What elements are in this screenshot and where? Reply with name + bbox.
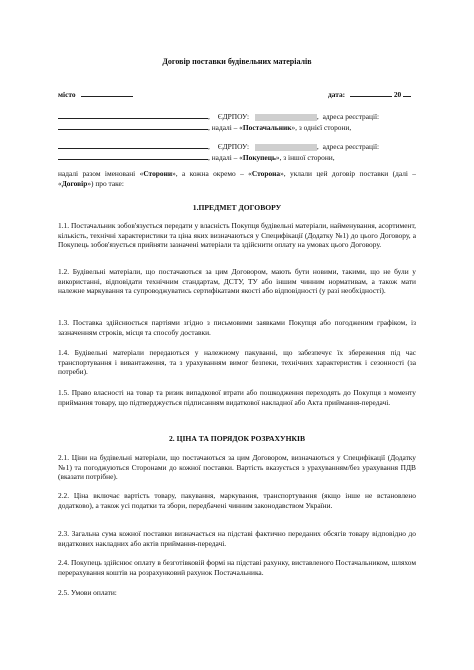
supplier-edrpou-label: ЄДРПОУ: [217, 112, 249, 121]
supplier-name-blank[interactable] [58, 111, 208, 119]
buyer-address-blank[interactable] [58, 152, 208, 160]
clause-1-1: 1.1. Постачальник зобов'язується передати у власність Покупця будівельні матеріали, найменування, асортимент, кількість, технічні характеристики та ціна яких визначаються у Специфікації (Додатку №1) до цього Договору, а Покупець зобов'язується прийняти зазначені матеріали та здійснити оплату на умовах цього Договору. [58, 221, 416, 250]
city-label: місто [58, 90, 76, 99]
city-date-line [58, 89, 416, 100]
document-title: Договір поставки будівельних матеріалів [162, 57, 312, 66]
clause-2-5: 2.5. Умови оплати: [58, 588, 117, 597]
supplier-edrpou-field[interactable] [255, 114, 317, 121]
intro-text-3: », уклали цей договір поставки [280, 169, 389, 178]
clause-1-2: 1.2. Будівельні матеріали, що постачаються за цим Договором, мають бути новими, такими, що не були у використанні, відповідати технічним стандартам, ДСТУ, ТУ або іншим чинним нормативам, а також мати належне маркування та супроводжуватись сертифікатами якості або відповідності (у разі необхідності). [58, 267, 416, 296]
supplier-line-2: , надалі – «Постачальник», з однієї сторони, [58, 122, 416, 133]
intro-text-4: (далі – « [58, 169, 416, 188]
section-1-heading: 1.ПРЕДМЕТ ДОГОВОРУ [192, 203, 282, 212]
buyer-tail-pre: надалі – « [211, 153, 243, 162]
clause-1-3: 1.3. Поставка здійснюється партіями згідно з письмовими заявками Покупця або погодженим графіком, із зазначенням строків, місця та способу доставки. [58, 318, 416, 337]
buyer-address-label: адреса реєстрації: [322, 142, 380, 151]
buyer-edrpou-field[interactable] [255, 144, 317, 151]
intro-paragraph [58, 169, 416, 188]
clause-1-4: 1.4. Будівельні матеріали передаються у належному пакуванні, що забезпечує їх збереження під час транспортування і вивантаження, та з урахуванням вимог безпеки, технічних характеристик і сезонності (за потреби). [58, 348, 416, 377]
intro-text-1: надалі разом іменовані « [58, 169, 144, 178]
clause-2-4: 2.4. Покупець здійснює оплату в безготівковій формі на підставі рахунку, виставленого Постачальником, шляхом перерахування коштів на розрахунковий рахунок Постачальника. [58, 558, 416, 577]
supplier-tail-pre: надалі – « [211, 123, 243, 132]
intro-contract: Договір [61, 178, 88, 188]
date-label: дата: [328, 90, 346, 99]
supplier-line-1: , ЄДРПОУ: , адреса реєстрації: [58, 111, 416, 122]
buyer-edrpou-label: ЄДРПОУ: [217, 142, 249, 151]
year-blank[interactable] [403, 89, 411, 97]
buyer-role: Покупець [242, 153, 276, 162]
supplier-role: Постачальник [242, 123, 292, 132]
date-group [328, 89, 411, 100]
supplier-address-label: адреса реєстрації: [322, 112, 380, 121]
supplier-address-blank[interactable] [58, 122, 208, 130]
date-blank[interactable] [350, 89, 392, 97]
city-blank[interactable] [81, 89, 133, 97]
buyer-line-2: , надалі – «Покупець», з іншої сторони, [58, 152, 416, 163]
clause-1-5: 1.5. Право власності на товар та ризик випадкової втрати або пошкодження переходять до Покупця з моменту приймання товару, що підтверджується підписанням видаткової накладної або Акта приймання-передачі. [58, 388, 416, 407]
buyer-name-blank[interactable] [58, 141, 208, 149]
intro-text-2: », а кожна окремо – « [172, 169, 252, 178]
clause-2-2: 2.2. Ціна включає вартість товару, пакування, маркування, транспортування (якщо інше не встановлено додатково), а також усі податки та збори, передбачені чинним законодавством України. [58, 491, 416, 510]
date-year: 20 [393, 90, 402, 99]
buyer-tail-post: », з іншої сторони, [275, 153, 335, 162]
buyer-line-1: , ЄДРПОУ: , адреса реєстрації: [58, 141, 416, 152]
clause-2-1: 2.1. Ціни на будівельні матеріали, що постачаються за цим Договором, визначаються у Специфікації (Додатку №1) та погоджуються Сторонами до кожної поставки. Вартість вказується з урахуванням/без урахування ПДВ (вказати потрібне). [58, 453, 416, 482]
clause-2-3: 2.3. Загальна сума кожної поставки визначається на підставі фактично переданих обсягів товару відповідно до видаткових накладних або актів приймання-передачі. [58, 529, 416, 548]
supplier-tail-post: », з однієї сторони, [291, 123, 352, 132]
intro-side: Сторона [251, 169, 281, 178]
intro-text-5: ») про таке: [87, 178, 124, 188]
intro-sides: Сторони [143, 169, 173, 178]
section-2-heading: 2. ЦІНА ТА ПОРЯДОК РОЗРАХУНКІВ [168, 434, 306, 443]
